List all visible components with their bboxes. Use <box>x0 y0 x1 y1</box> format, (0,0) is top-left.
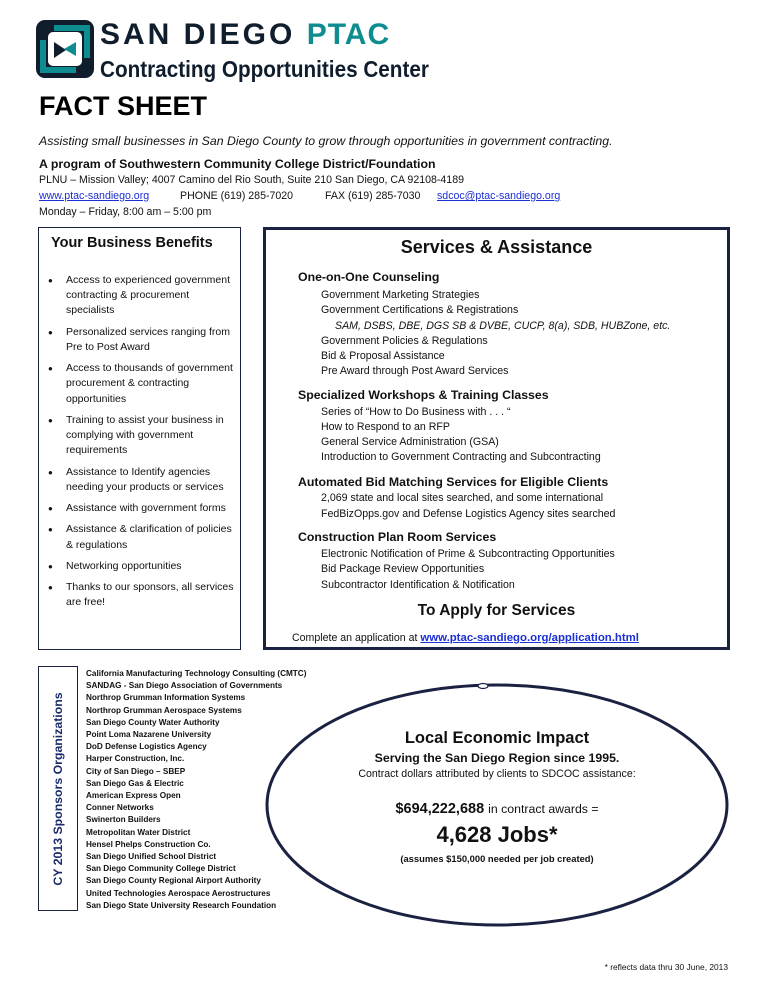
ptac-logo <box>36 18 429 86</box>
list-item: United Technologies Aerospace Aerostructures <box>86 888 271 898</box>
list-item: Government Policies & Regulations <box>321 335 488 347</box>
list-item: 2,069 state and local sites searched, and some international <box>321 492 604 504</box>
list-item: Metropolitan Water District <box>86 827 191 837</box>
list-item: San Diego Community College District <box>86 864 236 874</box>
list-item: Bid Package Review Opportunities <box>321 563 485 575</box>
list-item: Subcontractor Identification & Notification <box>321 579 515 591</box>
ellipse-handle <box>478 684 488 689</box>
list-item: How to Respond to an RFP <box>321 421 450 433</box>
email-link[interactable]: sdcoc@ptac-sandiego.org <box>437 190 561 202</box>
page-title: FACT SHEET <box>39 91 208 121</box>
list-item: Introduction to Government Contracting and Subcontracting <box>321 451 601 463</box>
list-item: Government Marketing Strategies <box>321 289 480 301</box>
logo-subtitle: Contracting Opportunities Center <box>100 56 429 82</box>
impact-since: Serving the San Diego Region since 1995. <box>374 751 620 765</box>
list-item: Hensel Phelps Construction Co. <box>86 839 211 849</box>
list-item: FedBizOpps.gov and Defense Logistics Agency sites searched <box>321 508 616 520</box>
application-link[interactable]: www.ptac-sandiego.org/application.html <box>420 632 639 644</box>
impact-note: (assumes $150,000 needed per job created) <box>400 853 594 864</box>
apply-line <box>292 632 639 644</box>
benefits-title: Your Business Benefits <box>51 235 213 251</box>
benefits-list <box>47 273 237 617</box>
impact-amount-line <box>262 801 732 817</box>
impact-amount-tail: in contract awards = <box>488 802 599 816</box>
program-line: A program of Southwestern Community College District/Foundation <box>39 157 436 171</box>
sponsors-label: CY 2013 Sponsors Organizations <box>51 692 65 886</box>
impact-jobs: 4,628 Jobs* <box>436 822 558 847</box>
list-item: Series of “How to Do Business with . . . “ <box>321 406 511 418</box>
services-title: Services & Assistance <box>400 237 593 257</box>
list-item: Pre Award through Post Award Services <box>321 365 509 377</box>
section-heading-counseling: One-on-One Counseling <box>298 270 440 284</box>
list-item: ● Networking opportunities <box>47 559 237 574</box>
list-item: Electronic Notification of Prime & Subcontracting Opportunities <box>321 548 615 560</box>
footnote: * reflects data thru 30 June, 2013 <box>604 962 728 972</box>
list-item: San Diego State University Research Foundation <box>86 900 277 910</box>
list-item: ● Access to experienced government contracting & procurement specialists <box>47 273 237 319</box>
list-item: ● Training to assist your business in complying with government requirements <box>47 413 237 459</box>
benefits-box <box>38 227 241 650</box>
list-item: ● Personalized services ranging from Pre to Post Award <box>47 325 237 355</box>
list-item: Northrop Grumman Aerospace Systems <box>86 705 242 715</box>
list-item: SAM, DSBS, DBE, DGS SB & DVBE, CUCP, 8(a), SDB, HUBZone, etc. <box>335 320 671 332</box>
list-item: ● Assistance & clarification of policies & regulations <box>47 522 237 552</box>
office-hours: Monday – Friday, 8:00 am – 5:00 pm <box>39 206 212 218</box>
list-item: Conner Networks <box>86 803 154 813</box>
logo-name-part1: SAN DIEGO <box>100 18 296 51</box>
list-item: Bid & Proposal Assistance <box>321 350 445 362</box>
list-item: ● Assistance to Identify agencies needing your products or services <box>47 465 237 495</box>
list-item: City of San Diego – SBEP <box>86 766 186 776</box>
website-link[interactable]: www.ptac-sandiego.org <box>39 190 150 202</box>
list-item: DoD Defense Logistics Agency <box>86 742 207 752</box>
list-item: Point Loma Nazarene University <box>86 730 212 740</box>
list-item: General Service Administration (GSA) <box>321 436 499 448</box>
list-item: Government Certifications & Registrations <box>321 304 519 316</box>
list-item: Swinerton Builders <box>86 815 161 825</box>
list-item: American Express Open <box>86 791 181 801</box>
impact-attribution: Contract dollars attributed by clients to SDCOC assistance: <box>358 768 636 780</box>
phone: PHONE (619) 285-7020 <box>180 190 294 202</box>
list-item: SANDAG - San Diego Association of Governments <box>86 681 283 691</box>
list-item: San Diego County Regional Airport Authority <box>86 876 261 886</box>
impact-amount: $694,222,688 <box>395 801 485 817</box>
logo-name <box>100 18 390 52</box>
list-item: Northrop Grumman Information Systems <box>86 693 246 703</box>
list-item: California Manufacturing Technology Consulting (CMTC) <box>86 669 307 678</box>
list-item: San Diego County Water Authority <box>86 717 220 727</box>
list-item: San Diego Unified School District <box>86 852 217 862</box>
section-heading-workshops: Specialized Workshops & Training Classes <box>298 388 549 402</box>
tagline: Assisting small businesses in San Diego County to grow through opportunities in government contracting. <box>39 134 613 148</box>
list-item: Harper Construction, Inc. <box>86 754 185 764</box>
services-box <box>263 227 730 650</box>
fax: FAX (619) 285-7030 <box>325 190 421 202</box>
apply-title: To Apply for Services <box>417 602 576 619</box>
list-item: ● Thanks to our sponsors, all services are free! <box>47 580 237 610</box>
section-heading-bid-matching: Automated Bid Matching Services for Eligible Clients <box>298 475 609 489</box>
list-item: San Diego Gas & Electric <box>86 778 184 788</box>
section-heading-plan-room: Construction Plan Room Services <box>298 530 497 544</box>
logo-name-part2: PTAC <box>306 18 391 51</box>
address: PLNU – Mission Valley; 4007 Camino del Rio South, Suite 210 San Diego, CA 92108-4189 <box>39 174 464 186</box>
sponsors-label-box <box>38 666 78 911</box>
ptac-logo-mark-icon <box>36 20 94 78</box>
apply-text: Complete an application at <box>292 632 418 644</box>
list-item: ● Access to thousands of government procurement & contracting opportunities <box>47 361 237 407</box>
list-item: ● Assistance with government forms <box>47 501 237 516</box>
impact-title: Local Economic Impact <box>404 729 590 747</box>
